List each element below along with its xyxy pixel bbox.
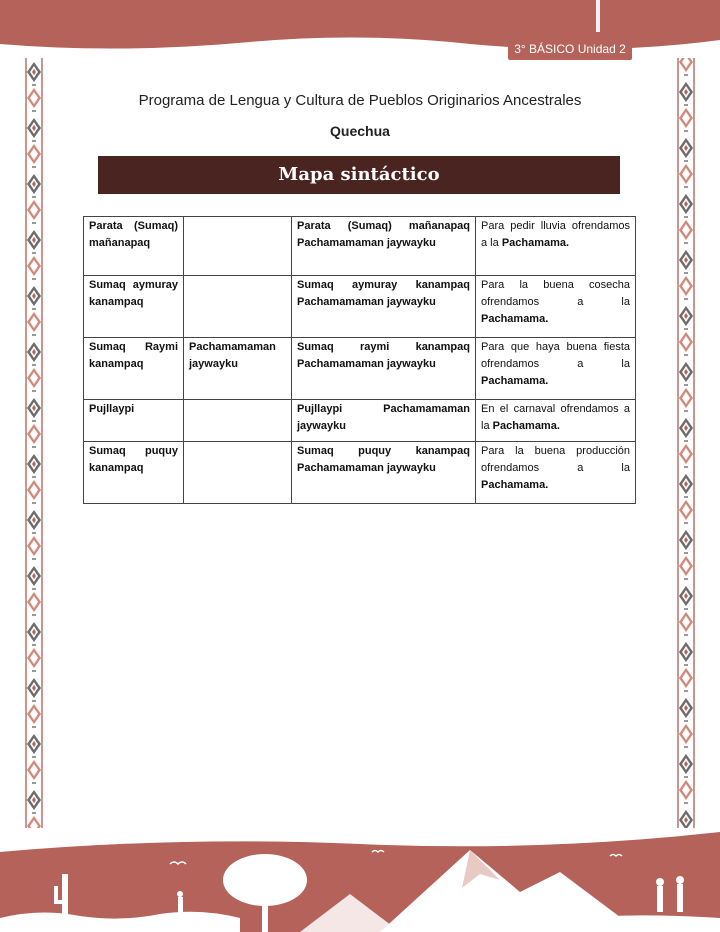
translation-period: . (556, 420, 560, 432)
translation-text: Para la buena cosecha ofrendamos a la (481, 279, 630, 308)
sentence-cell: Sumaq puquy kanampaq Pachamamaman jaywayku (292, 442, 476, 504)
term-cell: Sumaq puquy kanampaq (84, 442, 184, 504)
translation-text: Para pedir lluvia ofrendamos a la (481, 220, 630, 249)
left-decorative-border (24, 58, 44, 828)
term-cell: Parata (Sumaq) mañanapaq (84, 217, 184, 276)
translation-text: Para que haya buena fiesta ofrendamos a la (481, 341, 630, 370)
sentence-cell: Sumaq aymuray kanampaq Pachamamaman jaywayku (292, 276, 476, 338)
table-row (84, 217, 636, 276)
right-decorative-border (676, 58, 696, 828)
translation-period: . (545, 479, 549, 491)
translation-cell (476, 442, 636, 504)
translation-period: . (566, 237, 570, 249)
term-cell: Sumaq Raymi kanampaq (84, 338, 184, 400)
translation-keyword: Pachamama (481, 375, 546, 387)
table-row (84, 400, 636, 442)
table-row (84, 338, 636, 400)
program-title: Programa de Lengua y Cultura de Pueblos Originarios Ancestrales (138, 92, 582, 109)
table-row (84, 442, 636, 504)
translation-keyword: Pachamama (481, 479, 546, 491)
phrase-cell (184, 217, 292, 276)
phrase-cell: Pachamamaman jaywayku (184, 338, 292, 400)
phrase-cell (184, 442, 292, 504)
translation-cell (476, 400, 636, 442)
translation-text: En el carnaval ofrendamos a la (481, 403, 630, 432)
translation-keyword: Pachamama (501, 237, 567, 249)
translation-keyword: Pachamama (481, 313, 546, 325)
translation-period: . (545, 375, 549, 387)
term-cell: Sumaq aymuray kanampaq (84, 276, 184, 338)
phrase-cell (184, 276, 292, 338)
sentence-cell: Sumaq raymi kanampaq Pachamamaman jaywayku (292, 338, 476, 400)
section-title-banner: Mapa sintáctico (98, 156, 620, 194)
phrase-cell (184, 400, 292, 442)
grade-badge: 3° BÁSICO Unidad 2 (508, 38, 632, 60)
translation-cell (476, 338, 636, 400)
language-name: Quechua (330, 123, 390, 139)
sentence-cell: Pujllaypi Pachamamaman jaywayku (292, 400, 476, 442)
syntax-map-table (83, 216, 636, 504)
translation-text: Para la buena producción ofrendamos a la (481, 445, 630, 474)
translation-cell (476, 276, 636, 338)
translation-cell (476, 217, 636, 276)
table-row (84, 276, 636, 338)
sentence-cell: Parata (Sumaq) mañanapaq Pachamamaman jaywayku (292, 217, 476, 276)
term-cell: Pujllaypi (84, 400, 184, 442)
translation-keyword: Pachamama (492, 420, 557, 432)
landscape-footer-illustration (0, 822, 720, 932)
translation-period: . (545, 313, 549, 325)
